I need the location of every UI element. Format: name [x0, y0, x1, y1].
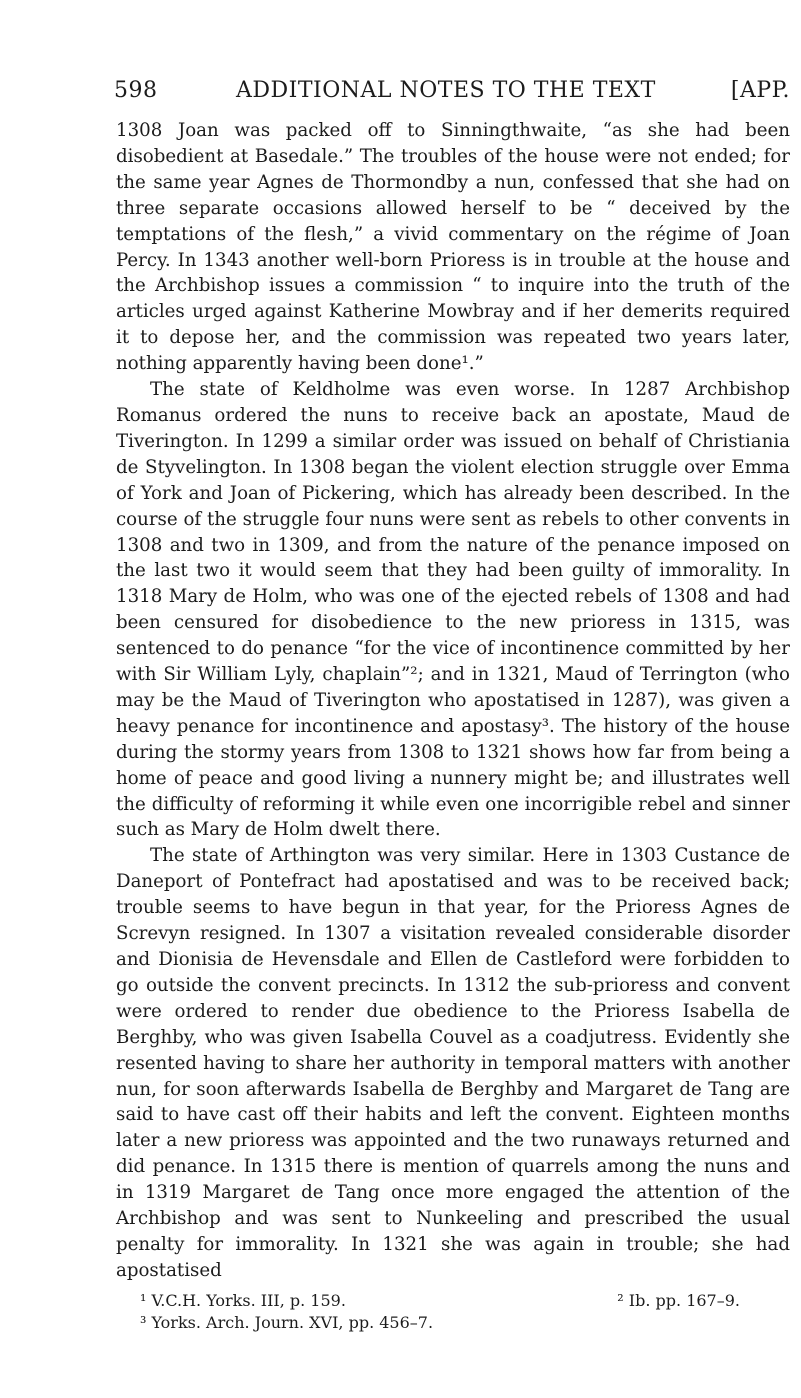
- paragraph-arthington: The state of Arthington was very similar. Here in 1303 Custance de Daneport of Pontefract had apostatised and was to be received back; trouble seems to have begun in that year, for the Prioress Agnes de Screvyn resigned. In 1307 a visitation revealed considerable disorder and Dionisia de Hevensdale and Ellen de Castleford were forbidden to go outside the convent precincts. In 1312 the sub-prioress and convent were ordered to render due obedience to the Prioress Isabella de Berghby, who was given Isabella Couvel as a coadjutress. Evidently she resented having to share her authority in temporal matters with another nun, for soon afterwards Isabella de Berghby and Margaret de Tang are said to have cast off their habits and left the convent. Eighteen months later a new prioress was appointed and the two runaways returned and did penance. In 1315 there is mention of quarrels among the nuns and in 1319 Margaret de Tang once more engaged the attention of the Archbishop and was sent to Nunkeeling and prescribed the usual penalty for immorality. In 1321 she was again in trouble; she had apostatised: [116, 845, 790, 1281]
- paragraph-keldholme: The state of Keldholme was even worse. In 1287 Archbishop Romanus ordered the nuns to receive back an apostate, Maud de Tiverington. In 1299 a similar order was issued on behalf of Christiania de Styvelington. In 1308 began the violent election struggle over Emma of York and Joan of Pickering, which has already been described. In the course of the struggle four nuns were sent as rebels to other convents in 1308 and two in 1309, and from the nature of the penance imposed on the last two it would seem that they had been guilty of immorality. In 1318 Mary de Holm, who was one of the ejected rebels of 1308 and had been censured for disobedience to the new prioress in 1315, was sentenced to do penance “for the vice of incontinence committed by her with Sir William Lyly, chaplain”²; and in 1321, Maud of Terrington (who may be the Maud of Tiverington who apostatised in 1287), was given a heavy penance for incontinence and apostasy³. The history of the house during the stormy years from 1308 to 1321 shows how far from being a home of peace and good living a nunnery might be; and illustrates well the difficulty of reforming it while even one incorrigible rebel and sinner such as Mary de Holm dwelt there.: [116, 379, 790, 841]
- footnotes: [116, 1290, 790, 1334]
- footnote-1: ¹ V.C.H. Yorks. III, p. 159.: [140, 1290, 346, 1310]
- footnote-2: ² Ib. pp. 167–9.: [617, 1290, 740, 1310]
- footnote-3: ³ Yorks. Arch. Journ. XVI, pp. 456–7.: [140, 1312, 434, 1332]
- page-number: 598: [114, 78, 158, 103]
- book-page: [116, 78, 790, 1334]
- body-text: [116, 118, 790, 1284]
- running-title: ADDITIONAL NOTES TO THE TEXT: [236, 78, 656, 103]
- footnote-row: [140, 1290, 740, 1312]
- section-label: [APP.: [730, 78, 790, 103]
- paragraph-joan-percy: 1308 Joan was packed off to Sinningthwaite, “as she had been disobedient at Basedale.” The troubles of the house were not ended; for the same year Agnes de Thormondby a nun, confessed that she had on three separate occasions allowed herself to be “ deceived by the temptations of the flesh,” a vivid commentary on the régime of Joan Percy. In 1343 another well-born Prioress is in trouble at the house and the Archbishop issues a commission “ to inquire into the truth of the articles urged against Katherine Mowbray and if her demerits required it to depose her, and the commission was repeated two years later, nothing apparently having been done¹.”: [116, 120, 790, 375]
- running-header: [116, 78, 790, 118]
